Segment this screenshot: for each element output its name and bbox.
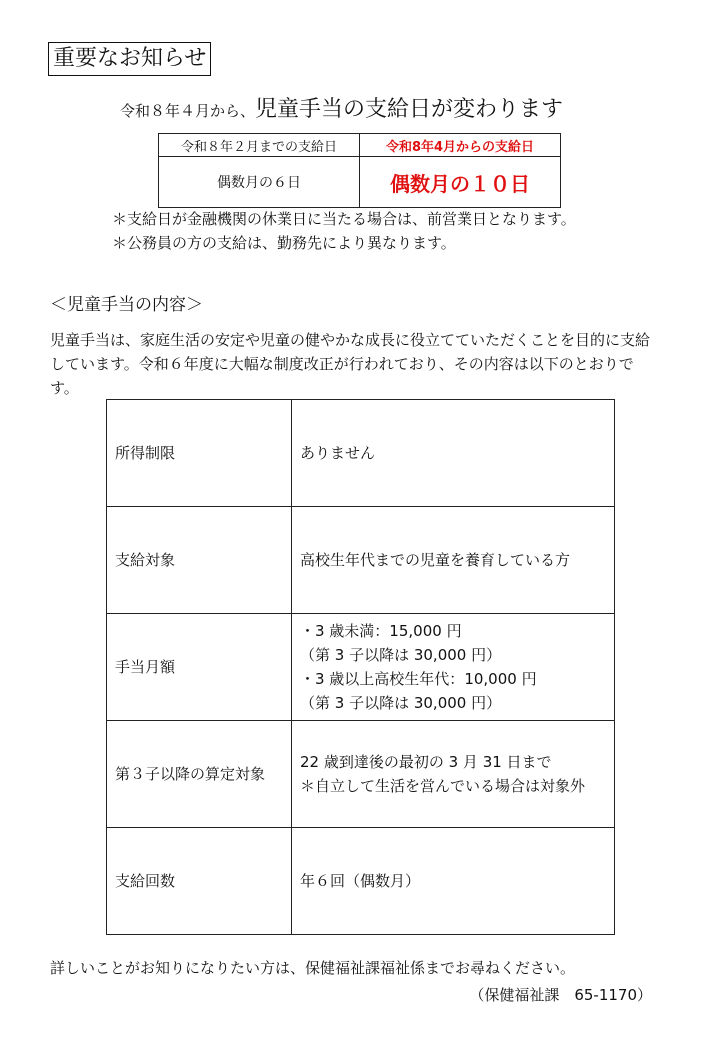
row-value-line: 年６回（偶数月） [300, 872, 421, 890]
row-label: 第３子以降の算定対象 [107, 721, 292, 828]
row-value [292, 400, 615, 507]
headline-main: 児童手当の支給日が変わります [255, 97, 564, 122]
row-value-line: （第 3 子以降は 30,000 円） [300, 694, 502, 712]
new-schedule-header: 令和8年4月からの支給日 [360, 134, 561, 157]
schedule-notes [112, 207, 576, 255]
section-heading: ＜児童手当の内容＞ [50, 295, 203, 315]
notice-title: 重要なお知らせ [48, 42, 211, 76]
headline [120, 92, 563, 123]
row-label: 支給回数 [107, 828, 292, 935]
row-value [292, 507, 615, 614]
inquiry-text: 詳しいことがお知りになりたい方は、保健福祉課福祉係までお尋ねください。 [50, 959, 576, 977]
row-value [292, 828, 615, 935]
intro-paragraph: 児童手当は、家庭生活の安定や児童の健やかな成長に役立てていただくことを目的に支給しています。令和６年度に大幅な制度改正が行われており、その内容は以下のとおりです。 [50, 331, 651, 397]
row-value [292, 614, 615, 721]
old-schedule-value: 偶数月の６日 [159, 157, 360, 208]
new-schedule-value: 偶数月の１０日 [360, 157, 561, 208]
note-item: ＊公務員の方の支給は、勤務先により異なります。 [112, 234, 456, 252]
row-label: 支給対象 [107, 507, 292, 614]
row-value-line: 高校生年代までの児童を養育している方 [300, 551, 571, 569]
details-table [106, 399, 615, 935]
row-label: 所得制限 [107, 400, 292, 507]
row-value-line: （第 3 子以降は 30,000 円） [300, 646, 502, 664]
row-label: 手当月額 [107, 614, 292, 721]
table-row [107, 721, 615, 828]
row-value-line: ・3 歳未満：15,000 円 [300, 622, 462, 640]
row-value-line: ありません [300, 444, 376, 462]
contact-info: （保健福祉課 65-1170） [469, 986, 652, 1004]
schedule-table [158, 133, 561, 208]
row-value-line: 22 歳到達後の最初の 3 月 31 日まで [300, 753, 552, 771]
row-value-line: ＊自立して生活を営んでいる場合は対象外 [300, 777, 586, 795]
table-row [107, 828, 615, 935]
table-row [107, 614, 615, 721]
row-value [292, 721, 615, 828]
note-item: ＊支給日が金融機関の休業日に当たる場合は、前営業日となります。 [112, 210, 576, 228]
headline-prefix: 令和８年４月から、 [120, 102, 256, 120]
old-schedule-header: 令和８年２月までの支給日 [159, 134, 360, 157]
row-value-line: ・3 歳以上高校生年代：10,000 円 [300, 670, 537, 688]
table-row [107, 400, 615, 507]
table-row [107, 507, 615, 614]
